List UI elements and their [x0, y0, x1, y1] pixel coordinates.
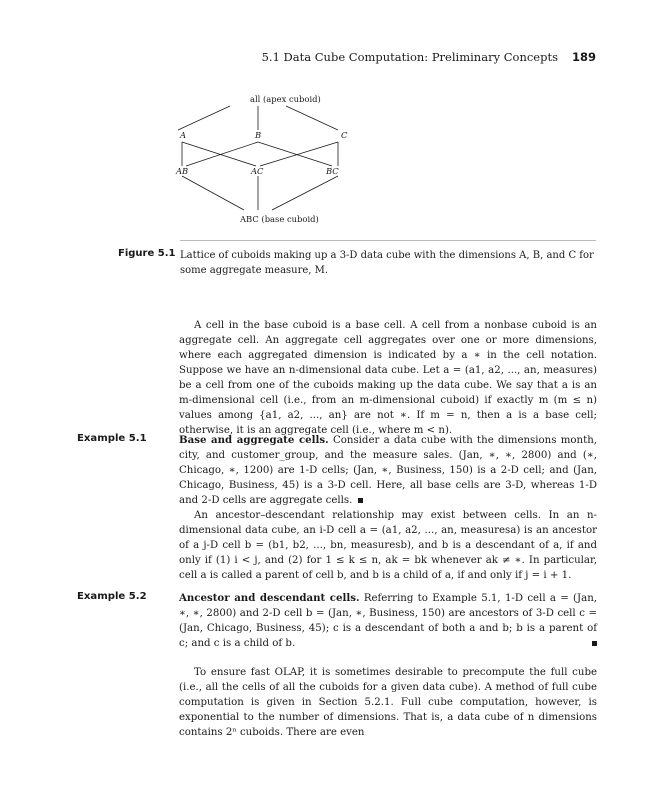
- node-apex: all (apex cuboid): [250, 94, 321, 104]
- node-bc: BC: [326, 166, 339, 176]
- figure-caption: Lattice of cuboids making up a 3-D data cube with the dimensions A, B, and C for some aggregate measure, M.: [180, 250, 594, 276]
- end-of-example-mark: [358, 498, 363, 503]
- node-ab: AB: [176, 166, 189, 176]
- example-5-1-body: [179, 433, 597, 508]
- node-c: C: [341, 130, 348, 140]
- example-5-1-label: Example 5.1: [77, 433, 147, 444]
- figure-label: Figure 5.1: [118, 248, 176, 259]
- example-5-2-text: Referring to Example 5.1, 1-D cell a = (Jan, ∗, ∗, 2800) and 2-D cell b = (Jan, ∗, Business, 150) are ancestors of 3-D cell c = (Jan, Chicago, Business, 45); c is a descendant of both a and b; b is a parent of c; and c is a child of b.: [179, 593, 597, 649]
- paragraph-ancestor-descendant: An ancestor–descendant relationship may exist between cells. In an n-dimensional data cube, an i-D cell a = (a1, a2, ..., an, measuresa) is an ancestor of a j-D cell b = (b1, b2, ..., bn, measuresb), and b is a descendant of a, if and only if (1) i < j, and (2) for 1 ≤ k ≤ n, ak = bk whenever ak ≠ ∗. In particular, cell a is called a parent of cell b, and b is a child of a, if and only if j = i + 1.: [179, 510, 597, 581]
- edge-a-ac: [182, 142, 256, 166]
- end-of-example-mark: [592, 641, 597, 646]
- edge-c-ac: [260, 142, 338, 166]
- edge-apex-a: [178, 106, 230, 130]
- paragraph-cell-definitions: A cell in the base cuboid is a base cell. A cell from a nonbase cuboid is an aggregate cell. An aggregate cell aggregates over one or more dimensions, where each aggregated dimension is indicated by a ∗ in the cell notation. Suppose we have an n-dimensional data cube. Let a = (a1, a2, ..., an, measures) be a cell from one of the cuboids making up the data cube. We say that a is an m-dimensional cell (i.e., from an m-dimensional cuboid) if exactly m (m ≤ n) values among {a1, a2, ..., an} are not ∗. If m = n, then a is a base cell; otherwise, it is an aggregate cell (i.e., where m < n).: [179, 320, 597, 436]
- node-a: A: [180, 130, 187, 140]
- edge-b-bc: [258, 142, 332, 166]
- edge-ab-base: [182, 176, 244, 210]
- paragraph-full-cube: To ensure fast OLAP, it is sometimes desirable to precompute the full cube (i.e., all the cells of all the cuboids for a given data cube). A method of full cube computation is given in Section 5.2.1. Full cube computation, however, is exponential to the number of dimensions. That is, a data cube of n dimensions contains 2ⁿ cuboids. There are even: [179, 667, 597, 738]
- section-title: 5.1 Data Cube Computation: Preliminary Concepts: [261, 50, 558, 64]
- running-header: [262, 50, 596, 64]
- caption-rule: [180, 240, 596, 241]
- example-5-1-title: Base and aggregate cells.: [179, 434, 329, 446]
- node-ac: AC: [251, 166, 264, 176]
- example-5-2-label: Example 5.2: [77, 591, 147, 602]
- edge-apex-c: [286, 106, 338, 130]
- example-5-2-title: Ancestor and descendant cells.: [179, 592, 360, 604]
- edge-b-ab: [186, 142, 258, 166]
- node-base: ABC (base cuboid): [240, 214, 319, 224]
- edge-bc-base: [272, 176, 338, 210]
- example-5-2-body: [179, 591, 597, 651]
- page-number: 189: [571, 50, 596, 64]
- example-5-1-text: Consider a data cube with the dimensions month, city, and customer_group, and the measure sales. (Jan, ∗, ∗, 2800) and (∗, Chicago, ∗, 1200) are 1-D cells; (Jan, ∗, Business, 150) is a 2-D cell; and (Jan, Chicago, Business, 45) is a 3-D cell. Here, all base cells are 3-D, whereas 1-D and 2-D cells are aggregate cells.: [179, 435, 597, 506]
- node-b: B: [255, 130, 262, 140]
- cuboid-lattice-diagram: [168, 90, 378, 232]
